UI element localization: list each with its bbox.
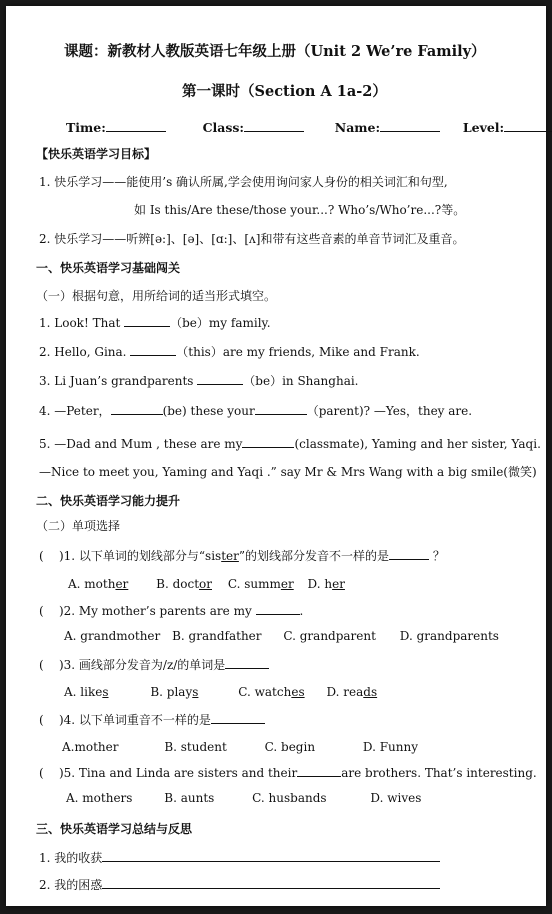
class-blank[interactable] xyxy=(244,119,304,132)
answer-paren[interactable]: ( xyxy=(39,713,59,727)
mc-options-4 xyxy=(62,739,418,755)
objective-1-example: 如 Is this/Are these/those your...? Who’s/Who’re...?等。 xyxy=(134,203,466,217)
mc-question-1: ( )1. 以下单词的划线部分与“sister”的划线部分发音不一样的是 ？ xyxy=(39,549,445,563)
answer-blank[interactable] xyxy=(211,711,265,724)
option-b[interactable]: B. grandfather xyxy=(172,629,262,643)
option-c[interactable]: C. begin xyxy=(264,740,316,754)
mc-options-2 xyxy=(64,628,499,644)
answer-blank[interactable] xyxy=(242,435,294,448)
mc-question-4: ( )4. 以下单词重音不一样的是 xyxy=(39,711,265,728)
answer-blank[interactable] xyxy=(111,402,163,415)
option-c[interactable]: C. watches xyxy=(238,685,305,699)
level-label: Level: xyxy=(462,120,505,135)
answer-blank[interactable] xyxy=(130,343,176,356)
reflection-gains: 1. 我的收获 xyxy=(39,849,440,866)
fill-question-2: 2. Hello, Gina. （this）are my friends, Mike and Frank. xyxy=(39,345,420,359)
answer-blank[interactable] xyxy=(255,402,307,415)
answer-blank[interactable] xyxy=(225,656,269,669)
option-b[interactable]: B. doctor xyxy=(156,577,212,591)
fill-question-5: 5. —Dad and Mum , these are my (classmate), Yaming and her sister, Yaqi. xyxy=(39,437,541,451)
option-d[interactable]: D. Funny xyxy=(362,740,419,754)
level-blank[interactable] xyxy=(504,119,552,132)
fill-question-3: 3. Li Juan’s grandparents （be）in Shanghai. xyxy=(39,374,359,388)
option-d[interactable]: D. wives xyxy=(370,791,422,805)
section1-heading: 一、快乐英语学习基础闯关 xyxy=(36,261,181,275)
objectives-heading: 【快乐英语学习目标】 xyxy=(36,147,157,161)
option-d[interactable]: D. reads xyxy=(326,685,378,699)
section1-instruction: （一）根据句意，用所给词的适当形式填空。 xyxy=(36,289,277,303)
fill-question-5-reply: —Nice to meet you, Yaming and Yaqi .” say Mr & Mrs Wang with a big smile(微笑) xyxy=(39,465,537,479)
answer-paren[interactable]: ( xyxy=(39,549,59,563)
mc-question-5: ( )5. Tina and Linda are sisters and their are brothers. That’s interesting. xyxy=(39,766,537,780)
option-c[interactable]: C. summer xyxy=(227,577,294,591)
mc-question-2: ( )2. My mother’s parents are my . xyxy=(39,604,304,618)
mc-options-1 xyxy=(68,576,345,592)
mc-question-3: ( )3. 画线部分发音为/z/的单词是 xyxy=(39,656,269,673)
option-c[interactable]: C. grandparent xyxy=(283,629,376,643)
page-subtitle: 第一课时（Section A 1a-2） xyxy=(182,83,387,100)
section2-heading: 二、快乐英语学习能力提升 xyxy=(36,494,181,508)
option-c[interactable]: C. husbands xyxy=(252,791,327,805)
name-blank[interactable] xyxy=(380,119,440,132)
answer-blank[interactable] xyxy=(197,372,243,385)
fill-question-1: 1. Look! That （be）my family. xyxy=(39,316,271,330)
option-a[interactable]: A.mother xyxy=(62,740,119,754)
answer-blank[interactable] xyxy=(256,602,300,615)
header-fields xyxy=(66,119,552,136)
answer-blank[interactable] xyxy=(389,547,429,560)
reflection-blank[interactable] xyxy=(102,849,440,862)
name-label: Name: xyxy=(334,120,381,135)
section3-heading: 三、快乐英语学习总结与反思 xyxy=(36,822,193,836)
answer-blank[interactable] xyxy=(297,764,341,777)
answer-paren[interactable]: ( xyxy=(39,766,59,780)
option-b[interactable]: B. aunts xyxy=(164,791,215,805)
option-b[interactable]: B. student xyxy=(164,740,227,754)
reflection-questions: 2. 我的困惑 xyxy=(39,876,440,893)
option-a[interactable]: A. grandmother xyxy=(64,629,161,643)
option-d[interactable]: D. her xyxy=(307,577,345,591)
answer-blank[interactable] xyxy=(124,314,170,327)
mc-options-5 xyxy=(66,790,421,806)
fill-question-4: 4. —Peter， (be) these your （parent)? —Yes，they are. xyxy=(39,404,473,418)
answer-paren[interactable]: ( xyxy=(39,604,59,618)
objective-1: 1. 快乐学习——能使用’s 确认所属,学会使用询问家人身份的相关词汇和句型, xyxy=(39,175,448,189)
worksheet-page xyxy=(6,6,546,906)
option-d[interactable]: D. grandparents xyxy=(399,629,499,643)
mc-options-3 xyxy=(64,684,377,700)
option-a[interactable]: A. likes xyxy=(64,685,109,699)
section2-instruction: （二）单项选择 xyxy=(36,519,121,533)
answer-paren[interactable]: ( xyxy=(39,658,59,672)
objective-2: 2. 快乐学习——听辨[ə:]、[ə]、[ɑ:]、[ʌ]和带有这些音素的单音节词汇及重音。 xyxy=(39,232,465,246)
class-label: Class: xyxy=(202,120,245,135)
option-a[interactable]: A. mother xyxy=(68,577,129,591)
option-b[interactable]: B. plays xyxy=(150,685,199,699)
reflection-blank[interactable] xyxy=(102,876,440,889)
time-label: Time: xyxy=(66,120,106,135)
time-blank[interactable] xyxy=(106,119,166,132)
page-title: 课题：新教材人教版英语七年级上册（Unit 2 We’re Family） xyxy=(64,43,486,60)
option-a[interactable]: A. mothers xyxy=(66,791,133,805)
